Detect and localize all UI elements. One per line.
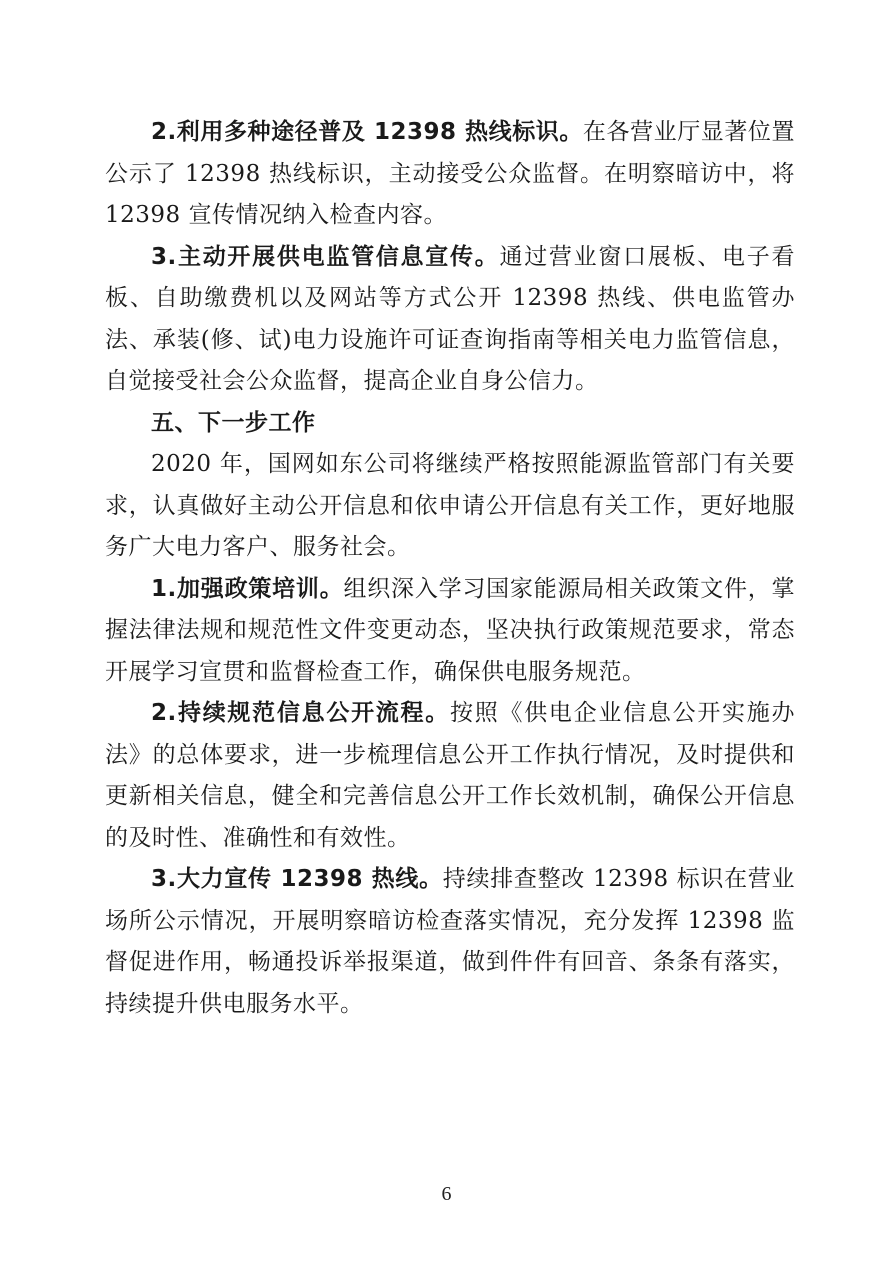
paragraph-lead: 2.持续规范信息公开流程。	[151, 700, 451, 726]
section-heading-next-steps: 五、下一步工作	[151, 409, 316, 436]
document-body	[105, 112, 795, 1025]
paragraph-text: 通过营业窗口展板、电子看板、自助缴费机以及网站等方式公开 12398 热线、供电监管办法、承装(修、试)电力设施许可证查询指南等相关电力监管信息，自觉接受社会公众监督，提高企业自身公信力。	[105, 243, 795, 394]
paragraph-lead: 1.加强政策培训。	[151, 575, 344, 602]
paragraph-text: 2020 年，国网如东公司将继续严格按照能源监管部门有关要求，认真做好主动公开信息和依申请公开信息有关工作，更好地服务广大电力客户、服务社会。	[105, 451, 795, 560]
paragraph-policy-training	[105, 569, 795, 694]
paragraph-hotline-promotion	[105, 859, 795, 1025]
paragraph-lead: 3.大力宣传 12398 热线。	[151, 866, 443, 892]
paragraph-hotline-signage	[105, 112, 795, 237]
paragraph-text: 持续排查整改 12398 标识在营业场所公示情况，开展明察暗访检查落实情况，充分发挥 12398 监督促进作用，畅通投诉举报渠道，做到件件有回音、条条有落实，持续提升供电服务水平。	[105, 866, 795, 1017]
paragraph-text: 按照《供电企业信息公开实施办法》的总体要求，进一步梳理信息公开工作执行情况，及时提供和更新相关信息，健全和完善信息公开工作长效机制，确保公开信息的及时性、准确性和有效性。	[105, 700, 796, 851]
paragraph-regulatory-publicity	[105, 237, 795, 403]
paragraph-lead: 3.主动开展供电监管信息宣传。	[151, 243, 500, 270]
paragraph-2020-plan	[105, 444, 795, 569]
page-number: 6	[441, 1183, 452, 1205]
paragraph-lead: 2.利用多种途径普及 12398 热线标识。	[151, 119, 583, 145]
paragraph-text: 组织深入学习国家能源局相关政策文件，掌握法律法规和规范性文件变更动态，坚决执行政策规范要求，常态开展学习宣贯和监督检查工作，确保供电服务规范。	[105, 575, 796, 685]
paragraph-text: 在各营业厅显著位置公示了 12398 热线标识，主动接受公众监督。在明察暗访中，将 12398 宣传情况纳入检查内容。	[105, 119, 795, 228]
paragraph-disclosure-process	[105, 693, 795, 859]
